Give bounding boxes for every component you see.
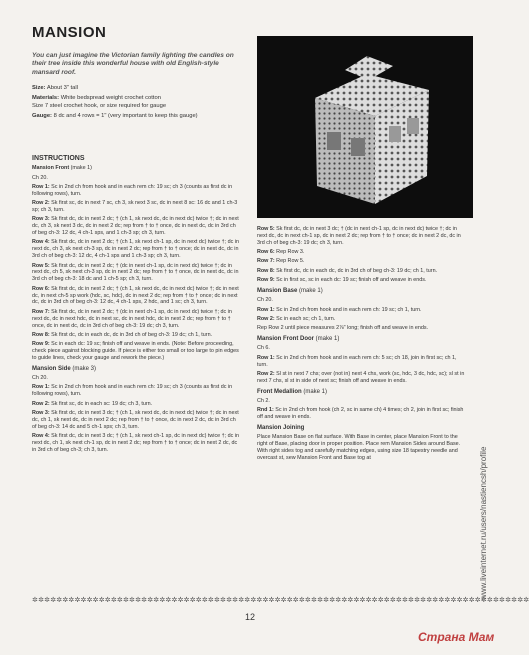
left-column — [32, 150, 240, 456]
row-label: Row 7: — [257, 258, 275, 265]
side-chain: Ch 20. — [32, 375, 48, 382]
instruction-row — [257, 407, 467, 421]
base-heading: Mansion Base (make 1) — [257, 287, 323, 294]
row-label: Rnd 1: — [257, 407, 274, 414]
joining-text: Place Mansion Base on flat surface. With Base in center, place Mansion Front to the right of Base, placing door in proper position. Place rem Mansion Sides around Base. With right sides tog and carefully matching edges, using size 18 tapestry needle and overcast st, sew Mansion Front and Base tog at — [257, 434, 461, 462]
row-label: Row 6: — [32, 285, 50, 292]
instruction-row — [257, 371, 467, 385]
site-logo: Страна Мам — [418, 630, 495, 644]
row-label: Row 9: — [32, 341, 50, 348]
instruction-row — [32, 184, 240, 198]
instruction-row — [257, 258, 467, 265]
row-label: Row 4: — [32, 239, 50, 246]
row-text: Sc in 2nd ch from hook and in each rem ch: 19 sc; ch 3 (counts as first dc in following rows), turn. — [32, 384, 233, 398]
row-label: Row 2: — [257, 370, 275, 377]
row-text: Sc in 2nd ch from hook and in each rem ch: 5 sc; ch 18, join in first sc; ch 1, turn. — [257, 354, 457, 368]
base-rows — [257, 307, 467, 333]
side-rows — [32, 384, 240, 453]
instruction-row — [32, 263, 240, 284]
instruction-row — [32, 309, 240, 330]
row-text: Sk first dc, dc in next 3 dc; † (dc in next ch-1 sp, dc in next dc) twice †; dc in next dc, dc in next ch-1 sp, dc in next 2 dc; rep from † to † once; dc in next 2 dc, dc in 3rd ch of beg ch-3: 19 dc; ch 3, turn. — [257, 226, 461, 246]
instruction-row — [32, 239, 240, 260]
front-rows — [32, 184, 240, 362]
instructions-heading: INSTRUCTIONS — [32, 155, 85, 162]
mansion-photo — [257, 36, 473, 218]
medallion-chain: Ch 2. — [257, 397, 270, 404]
row-text: Sl st in next 7 chs; over (not in) next 4 chs, work (sc, hdc, 3 dc, hdc, sc); sl st in next 7 chs, sl st in side of next sc; finish off and weave in ends. — [257, 370, 465, 384]
gauge-line: Gauge: 8 dc and 4 rows = 1" (very important to keep this gauge) — [32, 113, 198, 120]
row-label: Row 1: — [257, 354, 275, 361]
instruction-row — [257, 249, 467, 256]
pattern-meta — [32, 85, 238, 124]
crochet-house-image — [257, 36, 473, 218]
instruction-row — [257, 268, 467, 275]
row-text: Sc in 2nd ch from hook (ch 2, sc in same ch) 4 times; ch 2, join in first sc; finish off and weave in ends. — [257, 407, 464, 421]
page-title: MANSION — [32, 24, 107, 41]
row-label: Row 9: — [257, 277, 275, 283]
row-label: Row 5: — [257, 226, 275, 232]
row-label: Row 2: — [32, 400, 50, 407]
instruction-row — [257, 355, 467, 369]
door-chain: Ch 6. — [257, 345, 270, 352]
row-label: Row 3: — [32, 409, 50, 416]
star-border: ✲✲✲✲✲✲✲✲✲✲✲✲✲✲✲✲✲✲✲✲✲✲✲✲✲✲✲✲✲✲✲✲✲✲✲✲✲✲✲✲✲✲✲✲✲✲✲✲✲✲✲✲✲✲✲✲✲✲✲✲✲✲✲✲✲✲✲✲✲✲✲✲✲✲✲✲✲✲✲✲✲✲ — [32, 597, 529, 604]
row-text: Sk first dc, dc in next 2 dc; † (dc in next ch-1 sp, dc in next dc) twice †; dc in next dc, ch 5, sk next ch-3 sp, dc in next 2 dc; rep from † to † once, dc in next dc, dc in 3rd ch of beg ch-3: 18 dc and 1 ch-5 sp; ch 3, turn. — [32, 262, 239, 283]
row-text: Sc in each sc; ch 1, turn. — [276, 315, 336, 322]
joining-heading: Mansion Joining — [257, 425, 305, 432]
row-label: Row 5: — [32, 262, 50, 269]
medallion-heading: Front Medallion (make 1) — [257, 388, 328, 395]
row-text: Sk first dc, dc in next 2 dc; † (ch 1, sk next dc, dc in next dc) twice †; dc in next dc, ch 3, sk next 3 dc, dc in next 2 dc; rep from † to † once, dc in next dc, dc in 3rd ch of beg ch-3: 12 dc, 4 ch-1 sps, and 1 ch-3 sp; ch 3, turn. — [32, 216, 239, 237]
row-text: Sk first dc, dc in next 3 dc; † (ch 1, sk next ch-1 sp, dc in next dc) twice †; dc in next dc, ch 1, sk next ch-1 sp, dc in next 2 dc; rep from † to † once; dc in next 2 dc, dc in 3rd ch of beg ch-3; ch 3, turn. — [32, 433, 240, 453]
instruction-row — [257, 316, 467, 323]
intro-text: You can just imagine the Victorian family lighting the candles on their tree inside this wonderful house with old English-style mansard roof. — [32, 52, 234, 76]
base-chain: Ch 20. — [257, 297, 273, 304]
instruction-row — [32, 384, 240, 398]
row-label: Row 8: — [32, 331, 50, 338]
watermark-url: www.liveinternet.ru/users/nastiencsh/profile — [479, 446, 488, 600]
row-text: Sk first dc, dc in each dc, dc in 3rd ch of beg ch-3: 19 dc; ch 1, turn. — [51, 331, 213, 338]
row-label: Row 2: — [257, 315, 275, 322]
front-chain: Ch 20. — [32, 174, 48, 181]
row-text: Sk first dc, dc in next 2 dc; † (dc in next ch-1 sp, dc in next dc) twice †; dc in next dc, dc in next hdc, dc in next sc, dc in next hdc, dc in next 2 dc; rep from † to † once, dc in next dc, dc in 3rd ch of beg ch-3: 19 dc; ch 3, turn. — [32, 308, 232, 329]
row-text: Sc in 2nd ch from hook and in each rem ch: 19 sc; ch 1, turn. — [276, 306, 422, 313]
row-text: Rep Row 3. — [276, 249, 305, 256]
row-label: Row 6: — [257, 249, 275, 256]
row-label: Row 2: — [32, 200, 50, 207]
row-text: Sc in each dc: 19 sc; finish off and weave in ends. (Note: Before proceeding, check piece against blocking guide. If piece is either too small or too large to pin edges to guide lines, check your gauge and rework the piece.) — [32, 341, 239, 361]
row-text: Sk first sc, dc in next 7 sc, ch 3, sk next 3 sc, dc in next 8 sc: 16 dc and 1 ch-3 sp; ch 3, turn. — [32, 200, 238, 213]
instruction-row — [257, 307, 467, 314]
right-column — [257, 226, 467, 464]
instruction-row — [32, 410, 240, 431]
row-label: Row 8: — [257, 267, 275, 274]
door-rows — [257, 355, 467, 385]
page-number: 12 — [244, 612, 255, 622]
materials-line: Materials: White bedspread weight crochet cotton Size 7 steel crochet hook, or size required for gauge — [32, 95, 167, 109]
instruction-row — [32, 286, 240, 307]
row-text: Sc in first sc, sc in each dc: 19 sc; finish off and weave in ends. — [276, 277, 427, 283]
instruction-row — [257, 277, 467, 284]
instruction-row — [32, 216, 240, 237]
row-label: Row 1: — [257, 306, 275, 313]
door-heading: Mansion Front Door (make 1) — [257, 336, 340, 342]
instruction-row — [32, 332, 240, 339]
row-text: Sk first sc, dc in each sc: 19 dc; ch 3, turn. — [51, 400, 153, 407]
instruction-row — [32, 341, 240, 362]
row-label: Row 3: — [32, 216, 50, 223]
row-text: Sk first dc, dc in each dc, dc in 3rd ch of beg ch-3: 19 dc; ch 1, turn. — [276, 267, 438, 274]
row-text: Rep Row 5. — [276, 258, 305, 265]
medallion-rows — [257, 407, 467, 421]
row-label: Row 7: — [32, 308, 50, 315]
row-label: Row 4: — [32, 433, 50, 440]
row-label: Row 1: — [32, 183, 50, 190]
side-continued-rows — [257, 226, 467, 284]
row-text: Sk first dc, dc in next 2 dc; † (ch 1, sk next ch-1 sp, dc in next dc) twice †; dc in next dc, ch 3, sk next ch-3 sp, dc in next 2 dc; rep from † to † once; dc in next dc, dc in 3rd ch of beg ch-3: 12 dc, 4 ch-1 sps and 1 ch-3 sp; ch 3, turn. — [32, 239, 240, 260]
instruction-row — [32, 433, 240, 454]
instruction-row — [257, 226, 467, 247]
row-text: Sk first dc, dc in next 3 dc; † (ch 1, sk next dc, dc in next dc) twice †; dc in next dc, ch 1, sk next dc, dc in next 2 dc; rep from † to † once, dc in next 2 dc, dc in 3rd ch of beg ch-3: 14 dc and 5 ch-1 sps; ch 3, turn. — [32, 409, 239, 430]
size-line: Size: About 3" tall — [32, 85, 78, 91]
row-text: Sc in 2nd ch from hook and in each rem ch: 19 sc; ch 3 (counts as first dc in following rows), turn. — [32, 183, 233, 197]
row-label: Row 1: — [32, 384, 50, 391]
instruction-row — [32, 401, 240, 408]
row-text: Sk first dc, dc in next 2 dc; † (ch 1, sk next dc, dc in next dc) twice †; dc in next dc, in next ch-5 sp work (hdc, sc, hdc), dc in next 2 dc; rep from † to † once; dc in next dc, dc in 3rd ch of beg ch-3: 12 dc, 4 ch-1 sps, 2 hdc, and 1 sc; ch 3, turn. — [32, 285, 239, 306]
instruction-row — [257, 325, 467, 332]
side-heading: Mansion Side (make 3) — [32, 365, 97, 372]
front-heading: Mansion Front (make 1) — [32, 165, 92, 172]
row-text: Rep Row 2 until piece measures 2⅞" long; finish off and weave in ends. — [257, 325, 429, 332]
instruction-row — [32, 200, 240, 214]
